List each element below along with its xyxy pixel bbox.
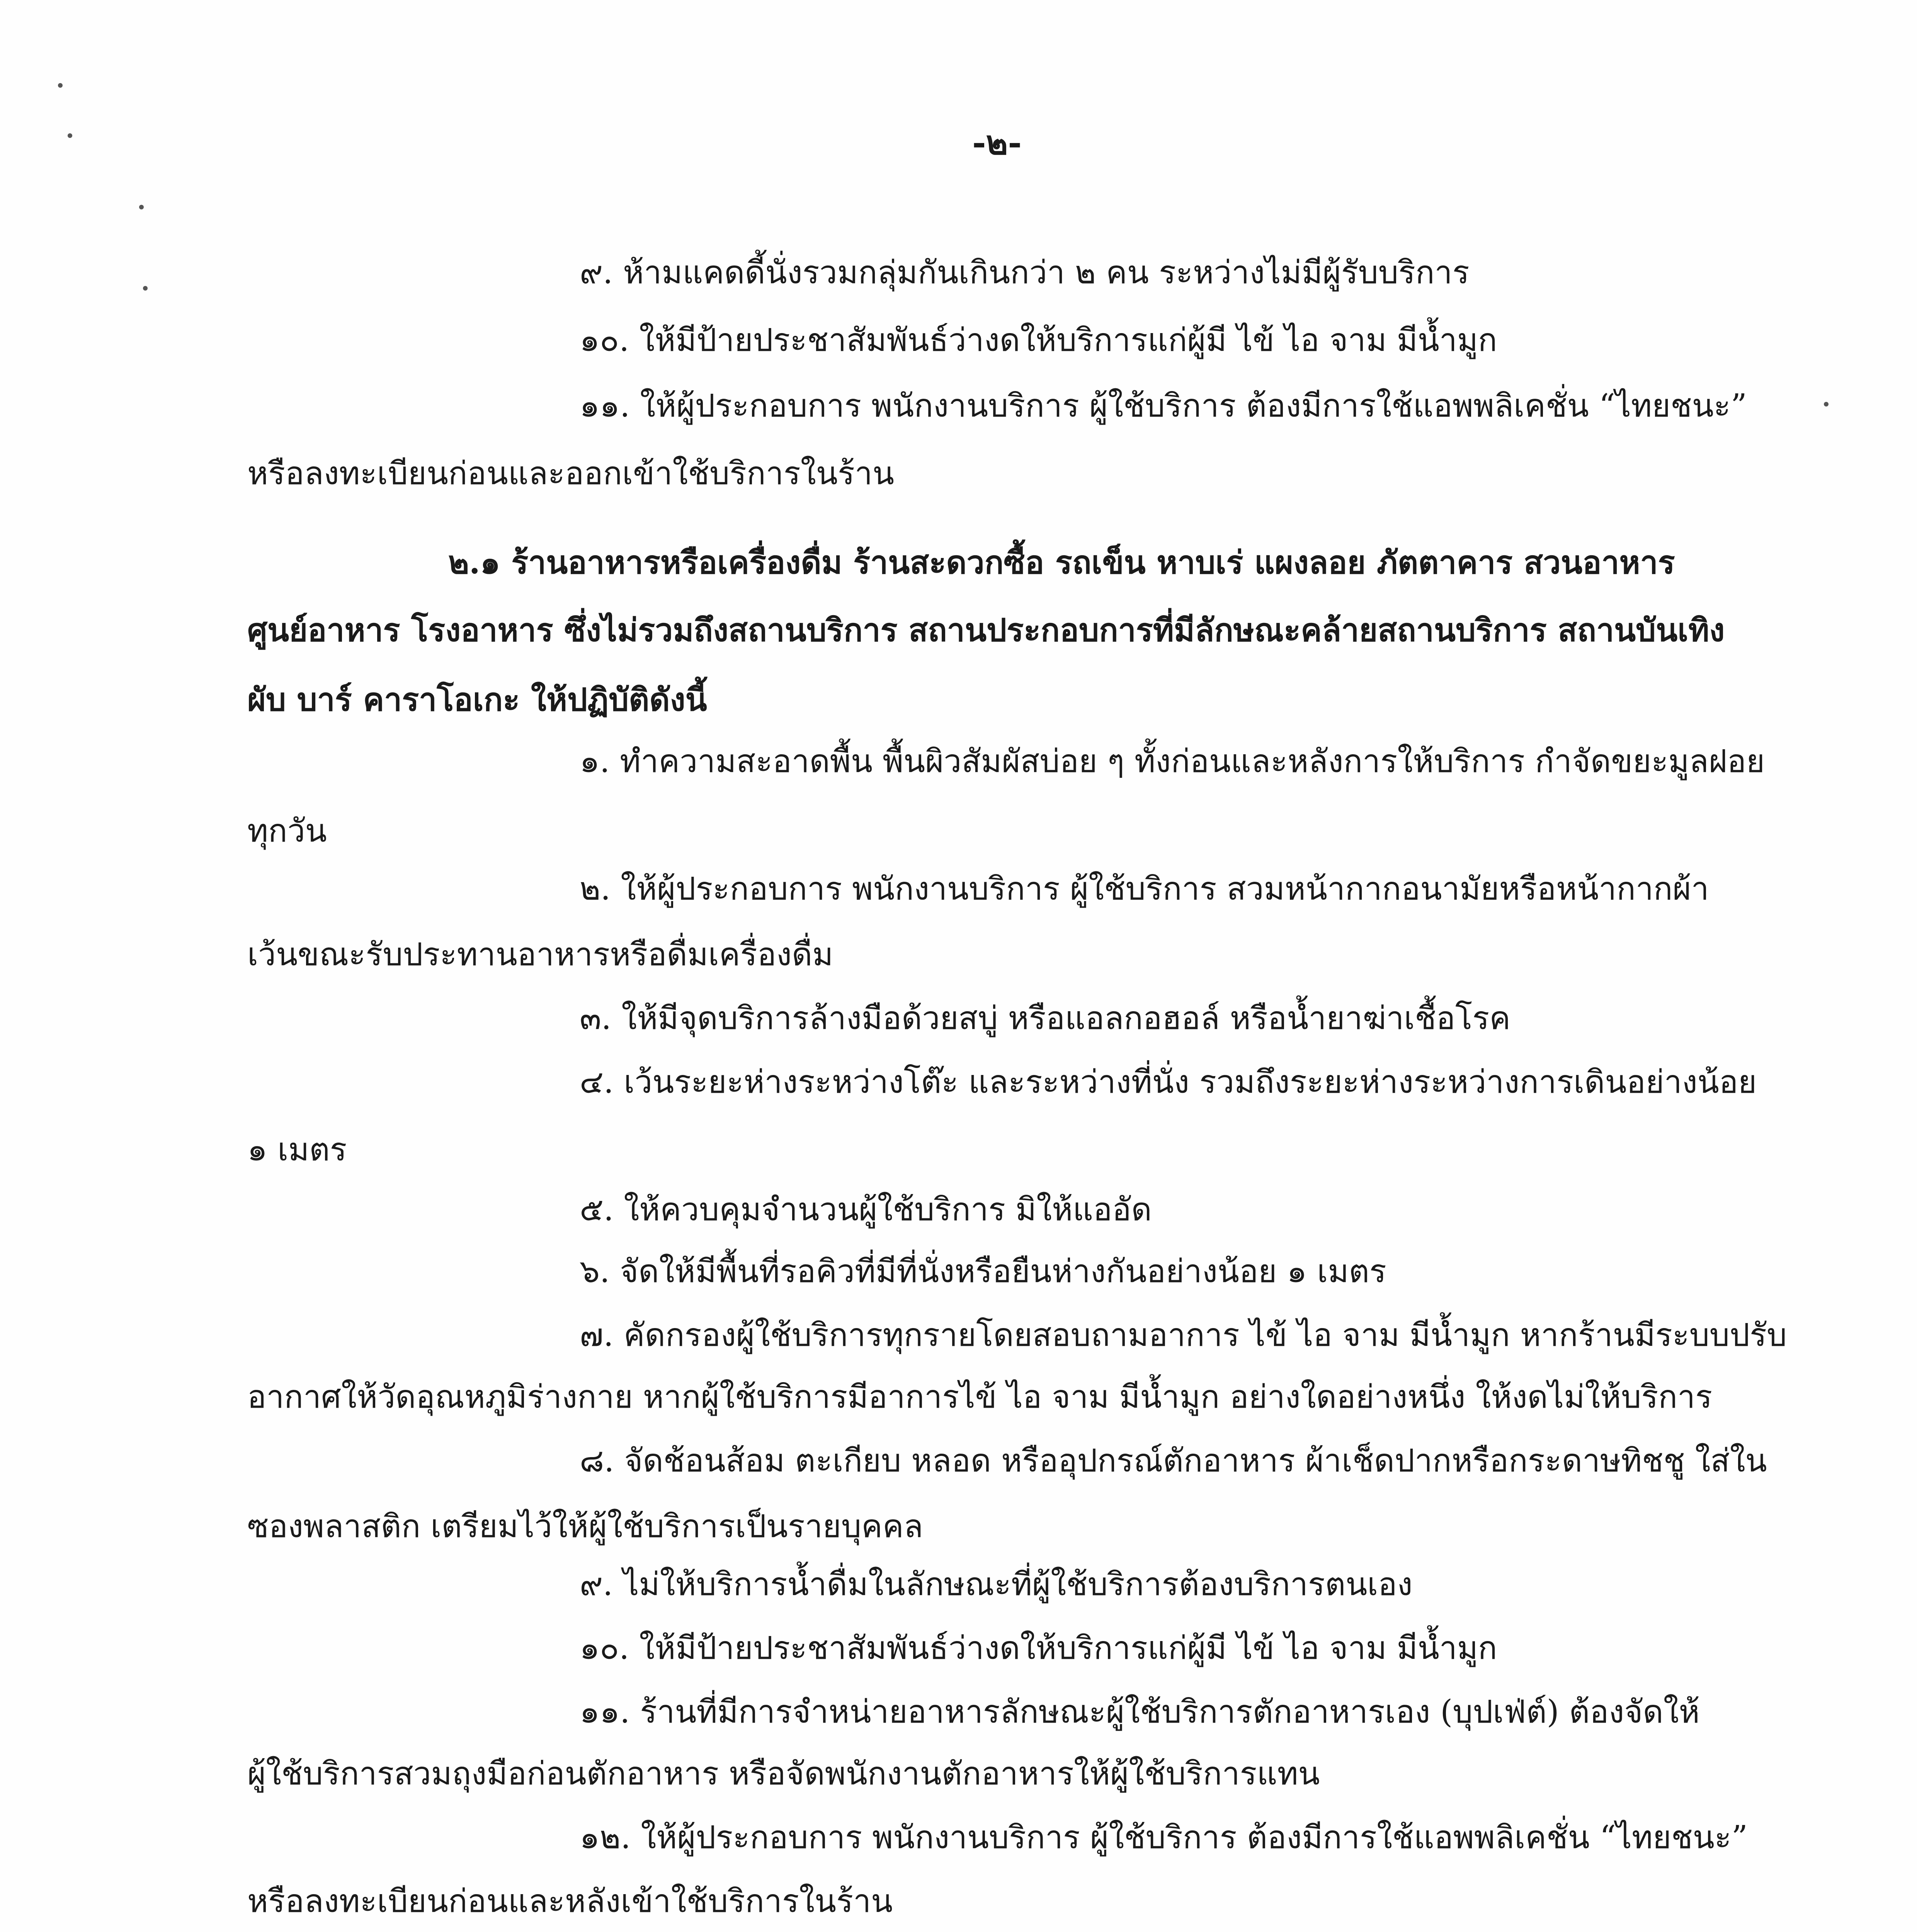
text-line: อากาศให้วัดอุณหภูมิร่างกาย หากผู้ใช้บริการมีอาการไข้ ไอ จาม มีน้ำมูก อย่างใดอย่างหนึ่ง ให้งดไม่ให้บริการ xyxy=(247,1379,1713,1415)
text-line: ๘. จัดช้อนส้อม ตะเกียบ หลอด หรืออุปกรณ์ตักอาหาร ผ้าเช็ดปากหรือกระดาษทิชชู ใส่ใน xyxy=(580,1442,1767,1479)
text-line: ๙. ห้ามแคดดี้นั่งรวมกลุ่มกันเกินกว่า ๒ คน ระหว่างไม่มีผู้รับบริการ xyxy=(580,254,1470,291)
section-heading-line: ผับ บาร์ คาราโอเกะ ให้ปฏิบัติดังนี้ xyxy=(247,681,707,718)
text-line: ๑๐. ให้มีป้ายประชาสัมพันธ์ว่างดให้บริการแก่ผู้มี ไข้ ไอ จาม มีน้ำมูก xyxy=(580,322,1497,359)
text-line: ๓. ให้มีจุดบริการล้างมือด้วยสบู่ หรือแอลกอฮอล์ หรือน้ำยาฆ่าเชื้อโรค xyxy=(580,1000,1511,1037)
text-line: เว้นขณะรับประทานอาหารหรือดื่มเครื่องดื่ม xyxy=(247,936,833,973)
section-heading-line: ศูนย์อาหาร โรงอาหาร ซึ่งไม่รวมถึงสถานบริการ สถานประกอบการที่มีลักษณะคล้ายสถานบริการ สถานบันเทิง xyxy=(247,612,1725,649)
text-line: ๕. ให้ควบคุมจำนวนผู้ใช้บริการ มิให้แออัด xyxy=(580,1191,1152,1228)
scan-speck xyxy=(68,133,72,138)
scan-speck xyxy=(139,205,144,209)
text-line: ๑. ทำความสะอาดพื้น พื้นผิวสัมผัสบ่อย ๆ ทั้งก่อนและหลังการให้บริการ กำจัดขยะมูลฝอย xyxy=(580,743,1765,780)
text-line: ๗. คัดกรองผู้ใช้บริการทุกรายโดยสอบถามอาการ ไข้ ไอ จาม มีน้ำมูก หากร้านมีระบบปรับ xyxy=(580,1317,1787,1354)
text-line: ทุกวัน xyxy=(247,813,327,849)
text-line: ๑๒. ให้ผู้ประกอบการ พนักงานบริการ ผู้ใช้บริการ ต้องมีการใช้แอพพลิเคชั่น “ไทยชนะ” xyxy=(580,1819,1748,1856)
scan-speck xyxy=(1824,402,1829,406)
text-line: ๖. จัดให้มีพื้นที่รอคิวที่มีที่นั่งหรือยืนห่างกันอย่างน้อย ๑ เมตร xyxy=(580,1253,1386,1290)
page-number: -๒- xyxy=(972,123,1022,162)
text-line: ๙. ไม่ให้บริการน้ำดื่มในลักษณะที่ผู้ใช้บริการต้องบริการตนเอง xyxy=(580,1566,1413,1603)
text-line: ผู้ใช้บริการสวมถุงมือก่อนตักอาหาร หรือจัดพนักงานตักอาหารให้ผู้ใช้บริการแทน xyxy=(247,1755,1320,1792)
section-heading-line: ๒.๑ ร้านอาหารหรือเครื่องดื่ม ร้านสะดวกซื้อ รถเข็น หาบเร่ แผงลอย ภัตตาคาร สวนอาหาร xyxy=(448,544,1675,581)
text-line: หรือลงทะเบียนก่อนและหลังเข้าใช้บริการในร้าน xyxy=(247,1883,893,1920)
text-line: ๑ เมตร xyxy=(247,1131,347,1168)
text-line: ๔. เว้นระยะห่างระหว่างโต๊ะ และระหว่างที่นั่ง รวมถึงระยะห่างระหว่างการเดินอย่างน้อย xyxy=(580,1064,1757,1100)
scan-speck xyxy=(143,286,148,291)
text-line: ๑๐. ให้มีป้ายประชาสัมพันธ์ว่างดให้บริการแก่ผู้มี ไข้ ไอ จาม มีน้ำมูก xyxy=(580,1630,1497,1667)
text-line: ๒. ให้ผู้ประกอบการ พนักงานบริการ ผู้ใช้บริการ สวมหน้ากากอนามัยหรือหน้ากากผ้า xyxy=(580,871,1709,907)
text-line: ซองพลาสติก เตรียมไว้ให้ผู้ใช้บริการเป็นรายบุคคล xyxy=(247,1508,923,1545)
text-line: หรือลงทะเบียนก่อนและออกเข้าใช้บริการในร้าน xyxy=(247,455,895,492)
text-line: ๑๑. ร้านที่มีการจำหน่ายอาหารลักษณะผู้ใช้บริการตักอาหารเอง (บุปเฟ่ต์) ต้องจัดให้ xyxy=(580,1694,1700,1730)
scan-speck xyxy=(58,83,63,88)
text-line: ๑๑. ให้ผู้ประกอบการ พนักงานบริการ ผู้ใช้บริการ ต้องมีการใช้แอพพลิเคชั่น “ไทยชนะ” xyxy=(580,388,1747,424)
